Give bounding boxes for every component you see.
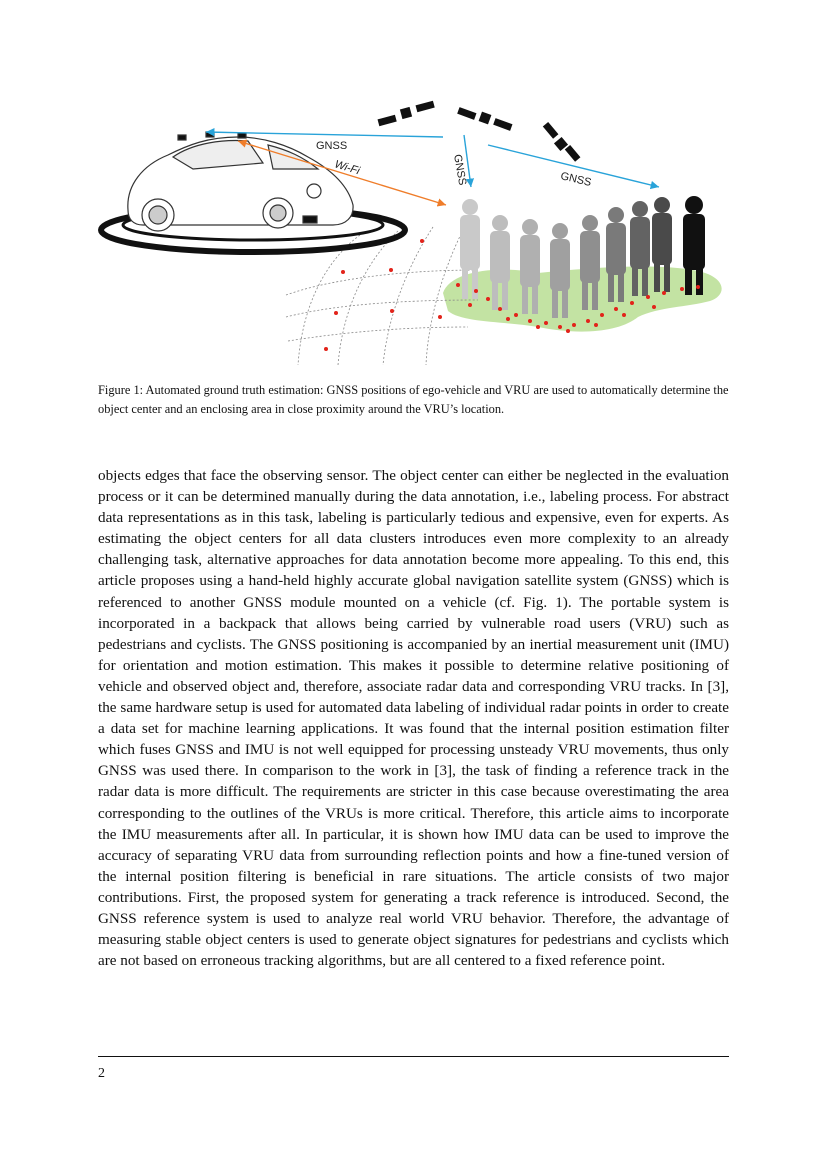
figure-1 — [98, 95, 730, 375]
gnss-label-right: GNSS — [559, 170, 593, 189]
footer-rule — [98, 1056, 729, 1057]
wifi-label: Wi-Fi — [333, 158, 362, 178]
satellite-icon — [543, 122, 581, 162]
figure-caption: Figure 1: Automated ground truth estimation: GNSS positions of ego-vehicle and VRU are used to automatically determine the object center and an enclosing area in close proximity around the VRU’s location. — [98, 383, 729, 416]
page-number: 2 — [98, 1066, 105, 1081]
gnss-label-vertical: GNSS — [451, 153, 469, 187]
gnss-label-car: GNSS — [316, 140, 348, 152]
satellite-icon — [457, 107, 512, 131]
body-paragraph: objects edges that face the observing sensor. The object center can either be neglected in the evaluation process or it can be determined manually during the data annotation, i.e., labeling process. For abstract data representations as in this task, labeling is particularly tedious and expensive, even for experts. As estimating the object centers for all data clusters introduces even more complexity to an already challenging task, alternative approaches for data annotation become more appealing. To this end, this article proposes using a hand-held highly accurate global navigation satellite system (GNSS) which is referenced to another GNSS module mounted on a vehicle (cf. Fig. 1). The portable system is incorporated in a backpack that allows being carried by vulnerable road users (VRU) such as pedestrians and cyclists. The GNSS positioning is accompanied by an inertial measurement unit (IMU) for orientation and motion estimation. This makes it possible to determine relative positioning of vehicle and observed object and, therefore, associate radar data and corresponding VRU tracks. In [3], the same hardware setup is used for automated data labeling of individual radar points in order to create a data set for machine learning applications. It was found that the internal position estimation filter which fuses GNSS and IMU is not well equipped for processing unsteady VRU movements, thus only GNSS was used there. In comparison to the work in [3], the task of finding a reference track in the radar data is more difficult. The requirements are stricter in this case because overestimating the area corresponding to the outlines of the VRUs is more critical. Therefore, this article aims to incorporate the IMU measurements after all. In particular, it is shown how IMU data can be used to improve the accuracy of separating VRU data from surrounding reflection points and how a fine-tuned version of the internal position filtering is beneficial in rare situations. The article consists of two major contributions. First, the proposed system for generating a track reference is introduced. Second, the GNSS reference system is used to analyze real world VRU behavior. Therefore, the advantage of measuring stable object centers is used to generate object signatures for pedestrians and cyclists which are not based on erroneous tracking algorithms, but are all centered to a fixed reference point. — [98, 467, 729, 970]
satellite-icon — [378, 101, 435, 126]
